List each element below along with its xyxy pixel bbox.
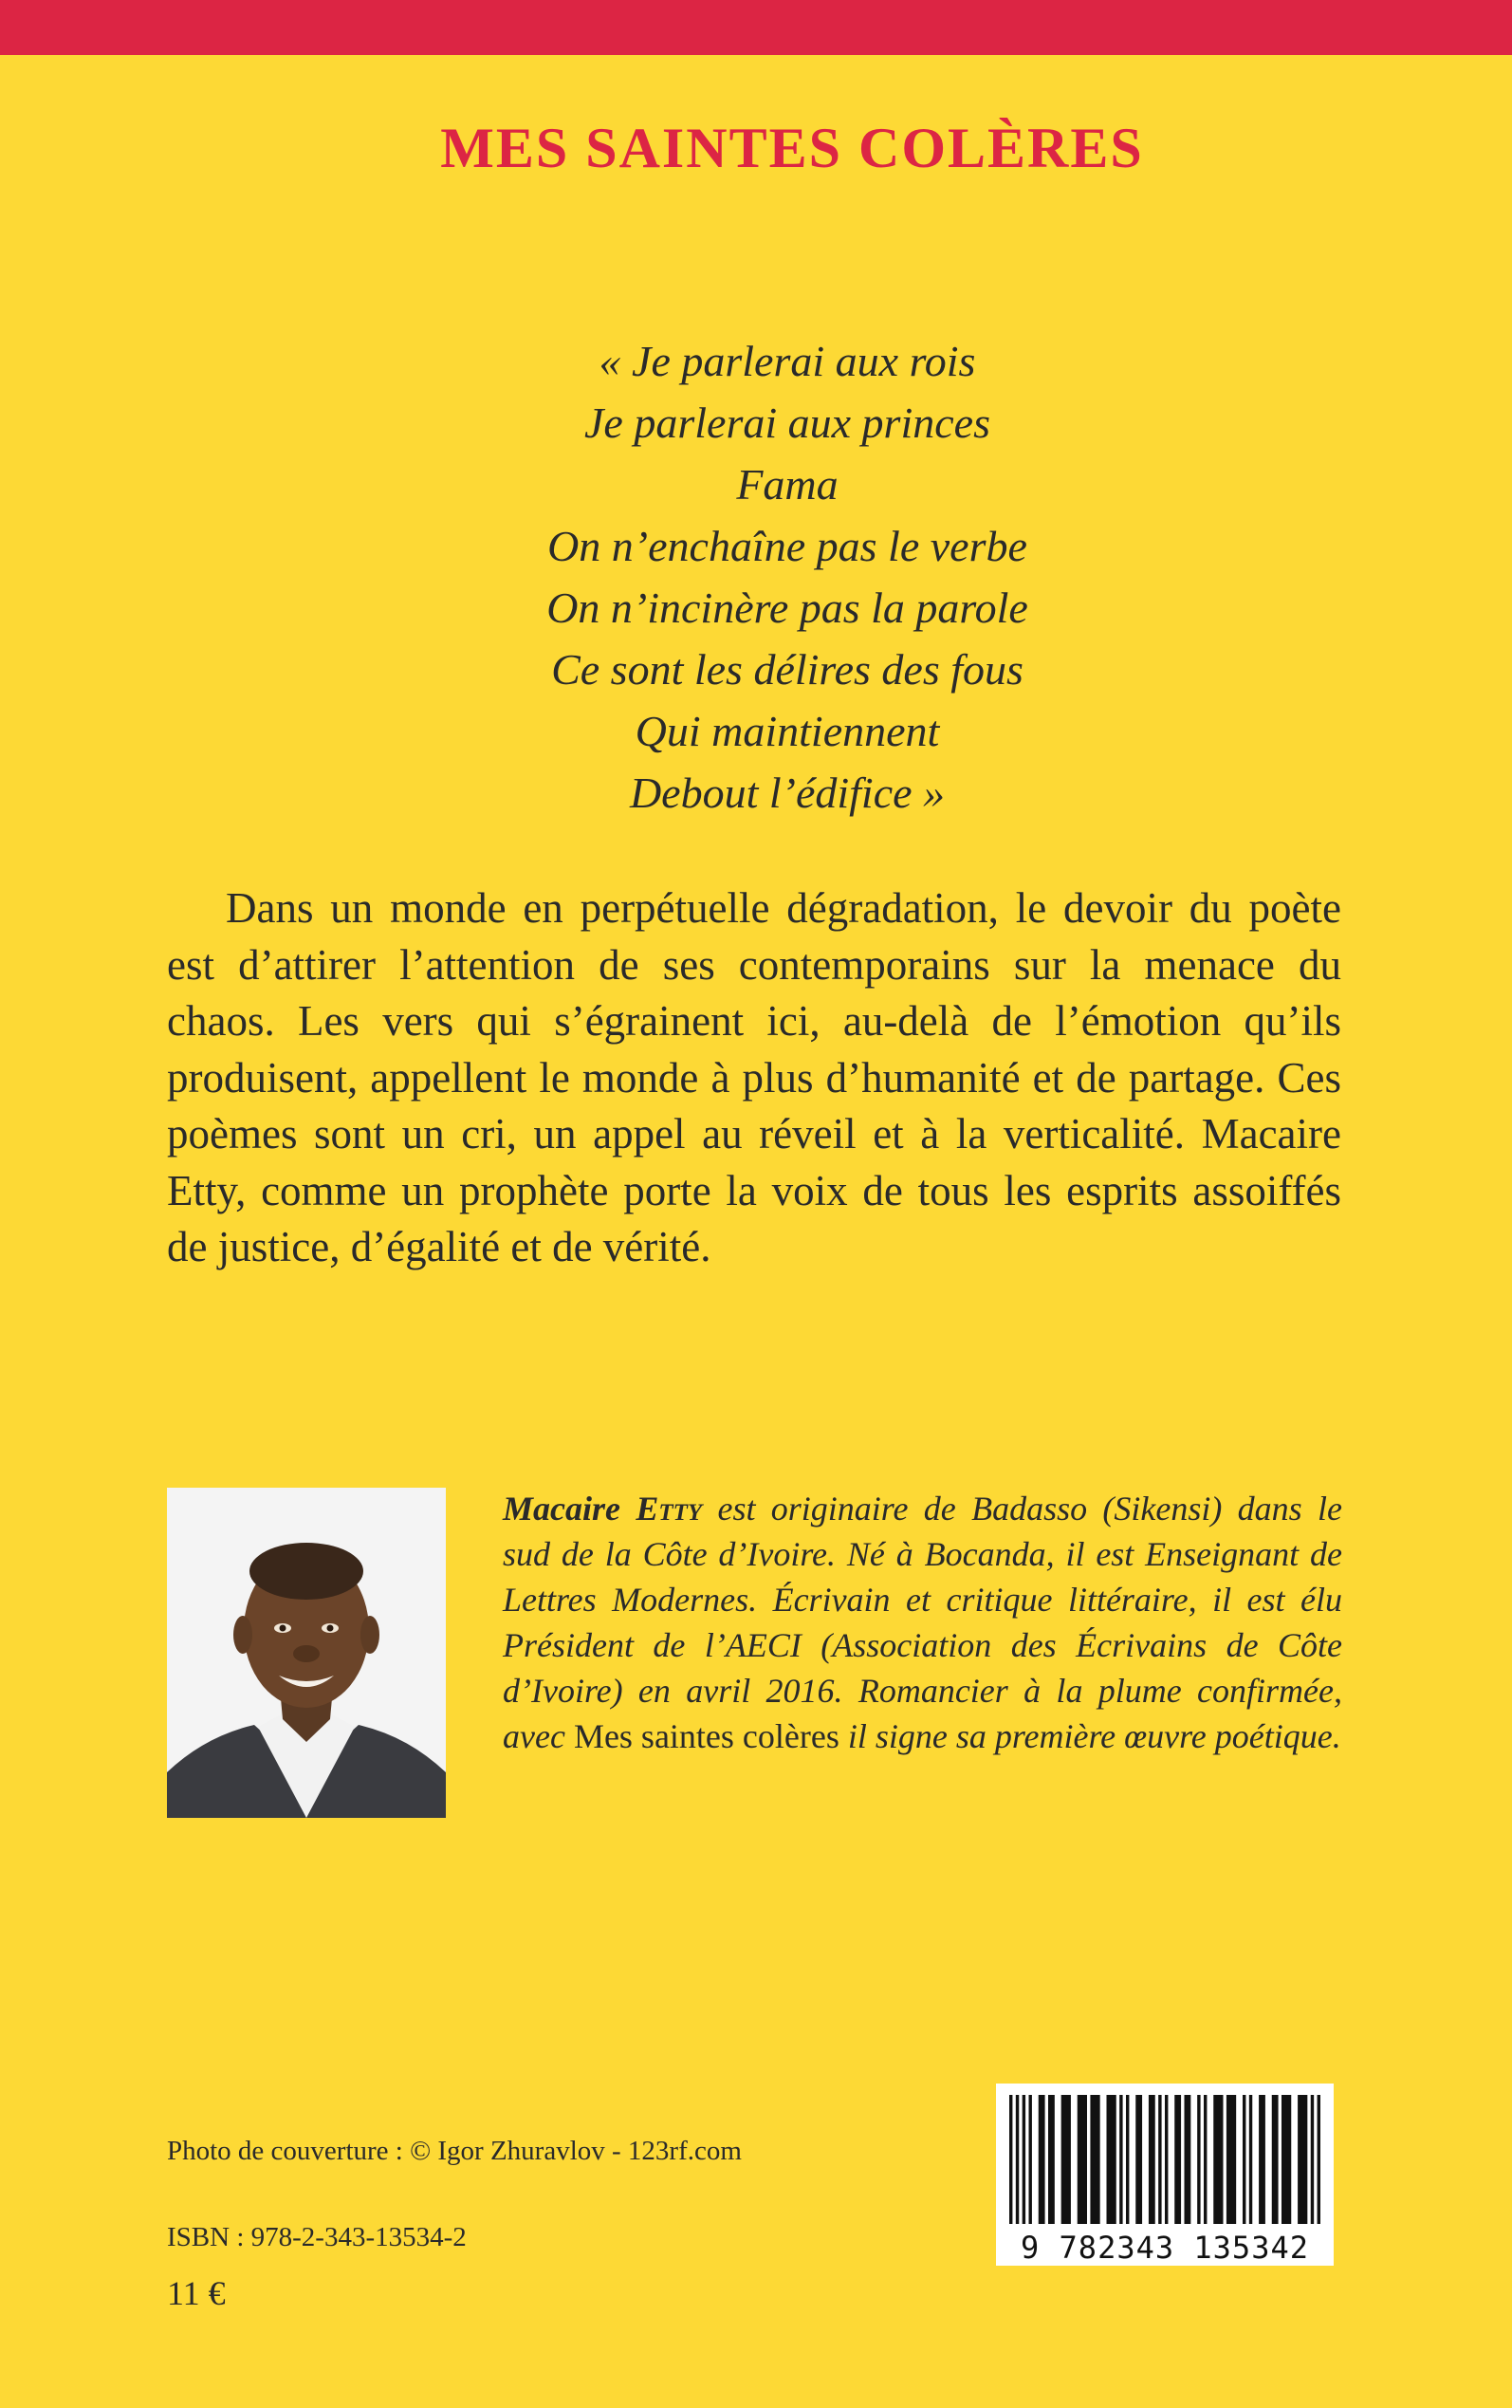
author-last-name: Etty	[636, 1490, 703, 1528]
barcode-bar	[1185, 2095, 1191, 2224]
barcode-bar	[1259, 2095, 1265, 2224]
barcode-bar	[1009, 2095, 1012, 2224]
barcode-bar	[1282, 2095, 1291, 2224]
barcode-bar	[1311, 2095, 1314, 2224]
poem-line: Fama	[736, 460, 839, 509]
barcode-bar	[1023, 2095, 1025, 2224]
poem-excerpt	[313, 330, 1262, 824]
bio-text: est originaire de Badasso (Sikensi) dans le sud de la Côte d’Ivoire. Né à Bocanda, il est Enseignant de Lettres Modernes. Écrivain et critique littéraire, il est élu Président de l’AECI (Association des Écrivains de Côte d’Ivoire) en avril 2016. Romancier à la plume confirmée, avec	[503, 1490, 1342, 1755]
bio-text-end: il signe sa première œuvre poétique.	[839, 1717, 1341, 1755]
poem-line: On n’incinère pas la parole	[546, 583, 1028, 632]
barcode-bar	[1249, 2095, 1252, 2224]
barcode-bar	[1204, 2095, 1207, 2224]
poem-line: Je parlerai aux princes	[584, 398, 990, 447]
book-blurb: Dans un monde en perpétuelle dégradation, le devoir du poète est d’attirer l’attention de ses contemporains sur la menace du chaos. Les vers qui s’égrainent ici, au-delà de l’émotion qu’ils produisent, appellent le monde à plus d’humanité et de partage. Ces poèmes sont un cri, un appel au réveil et à la verticalité. Macaire Etty, comme un prophète porte la voix de tous les esprits assoiffés de justice, d’égalité et de vérité.	[167, 884, 1341, 1270]
barcode-bar	[1126, 2095, 1129, 2224]
barcode-bar	[1213, 2095, 1223, 2224]
barcode-bar	[1226, 2095, 1236, 2224]
barcode-bar	[1016, 2095, 1019, 2224]
author-photo	[167, 1488, 446, 1818]
poem-line: Qui maintiennent	[635, 707, 940, 755]
book-title: MES SAINTES COLÈRES	[440, 117, 1144, 179]
barcode-bar	[1029, 2095, 1032, 2224]
barcode-bar	[1197, 2095, 1200, 2224]
barcode-bar	[1107, 2095, 1116, 2224]
barcode-bar	[1135, 2095, 1142, 2224]
barcode-bar	[1298, 2095, 1307, 2224]
barcode-bar	[1119, 2095, 1122, 2224]
top-color-band	[0, 0, 1512, 55]
poem-line: Ce sont les délires des fous	[551, 645, 1023, 694]
bio-book-title: Mes saintes colères	[573, 1717, 839, 1755]
barcode-bar	[1048, 2095, 1055, 2224]
author-name	[503, 1490, 702, 1528]
barcode	[996, 2084, 1334, 2266]
author-portrait-icon	[167, 1488, 446, 1818]
author-bio	[503, 1486, 1342, 1759]
barcode-bar	[1149, 2095, 1155, 2224]
barcode-bar	[1090, 2095, 1099, 2224]
poem-line: Debout l’édifice »	[629, 769, 946, 817]
barcode-bar	[1061, 2095, 1071, 2224]
barcode-bar	[1165, 2095, 1168, 2224]
poem-line: On n’enchaîne pas le verbe	[547, 522, 1027, 570]
barcode-digits: 9 782343 135342	[1021, 2230, 1309, 2266]
barcode-bar	[1039, 2095, 1045, 2224]
poem-line: « Je parlerai aux rois	[599, 337, 976, 385]
barcode-bar	[1158, 2095, 1161, 2224]
author-first-name: Macaire	[503, 1490, 636, 1528]
barcode-bar	[1174, 2095, 1181, 2224]
isbn: ISBN : 978-2-343-13534-2	[167, 2222, 467, 2252]
barcode-bar	[1272, 2095, 1279, 2224]
barcode-bar	[1078, 2095, 1087, 2224]
barcode-bar	[1318, 2095, 1320, 2224]
photo-credit: Photo de couverture : © Igor Zhuravlov - 123rf.com	[167, 2136, 742, 2166]
barcode-bar	[1243, 2095, 1245, 2224]
price: 11 €	[167, 2274, 226, 2312]
